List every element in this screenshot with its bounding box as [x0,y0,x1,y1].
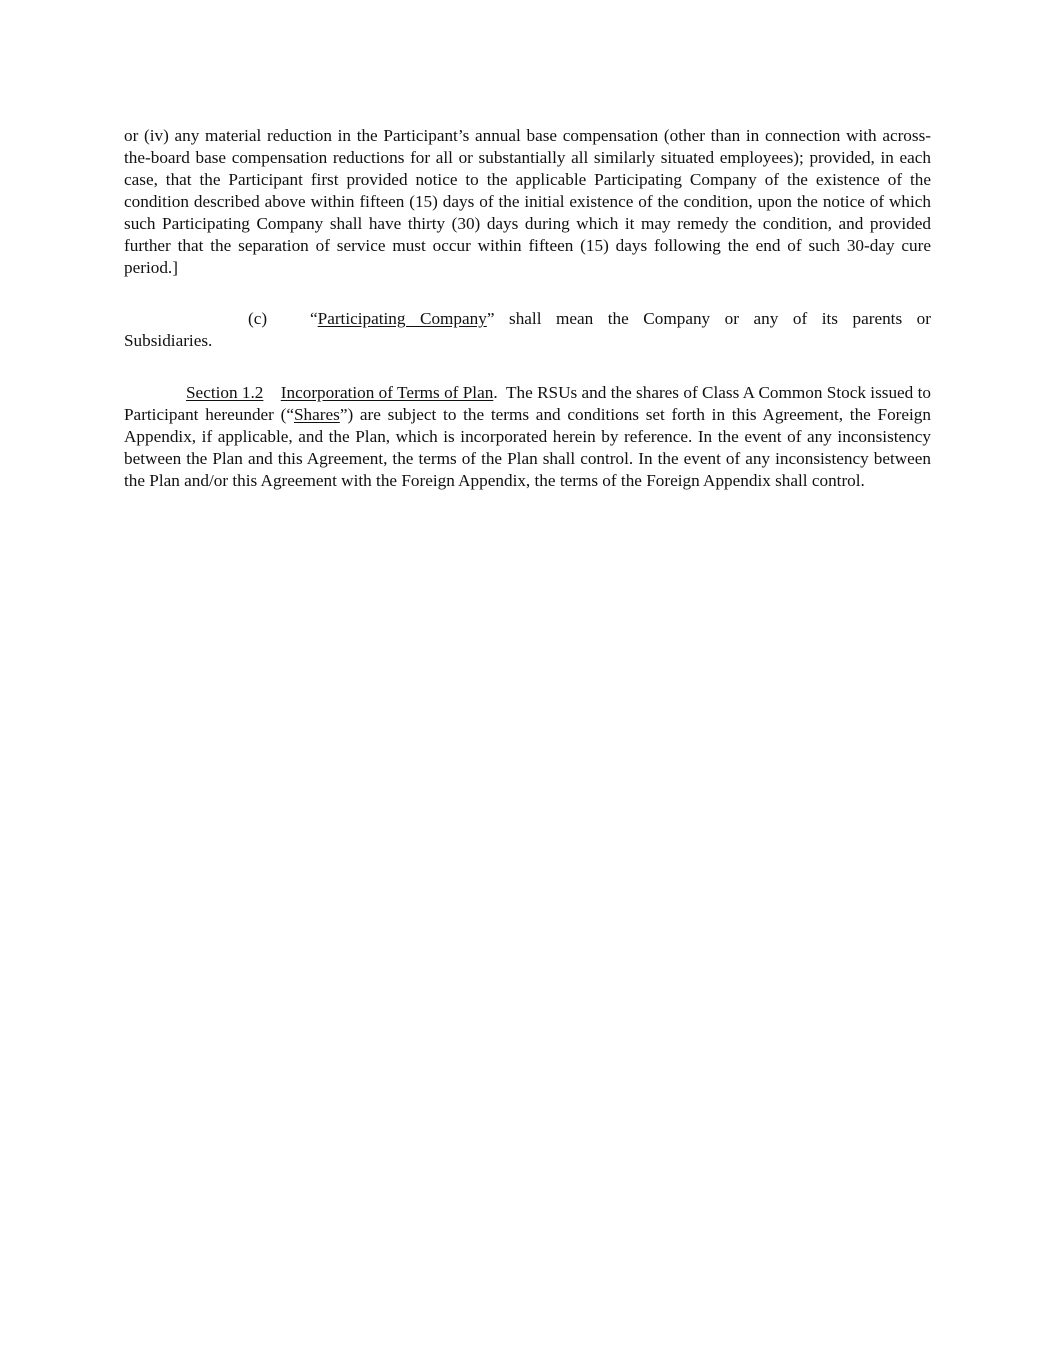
defined-term-participating-company: Participating Company [317,309,487,328]
paragraph-participating-company-definition [124,308,931,352]
section-heading: Incorporation of Terms of Plan [280,383,494,402]
section-text-part-1: The RSUs and the shares of Class A Common Stock issued to Participant hereunder (“ [124,383,931,424]
paragraph-section-1-2 [124,382,931,492]
paragraph-good-reason-continuation [124,125,931,279]
definition-text: ” shall mean the Company or any of its parents or [486,309,931,328]
section-label: Section 1.2 [186,383,264,402]
document-body [124,125,931,492]
enumeration-label: (c) [248,309,268,328]
definition-first-line [124,308,931,330]
paragraph-text: or (iv) any material reduction in the Participant’s annual base compensation (other than in connection with across-the-board base compensation reductions for all or substantially all similarly situated employees); provided, in each case, that the Participant first provided notice to the applicable Participating Company of the existence of the condition described above within fifteen (15) days of the initial existence of the condition, upon the notice of which such Participating Company shall have thirty (30) days during which it may remedy the condition, and provided further that the separation of service must occur within fifteen (15) days following the end of such 30-day cure period.] [124,126,931,277]
open-quote: “ [310,309,318,328]
defined-term-shares: Shares [294,405,340,424]
section-text-part-2: ”) are subject to the terms and conditions set forth in this Agreement, the Foreign Appendix, if applicable, and the Plan, which is incorporated herein by reference. In the event of any inconsistency between the Plan and this Agreement, the terms of the Plan shall control. In the event of any inconsistency between the Plan and/or this Agreement with the Foreign Appendix, the terms of the Foreign Appendix shall control. [124,405,931,490]
section-heading-period: . [493,383,498,402]
definition-continuation: Subsidiaries. [124,331,213,350]
